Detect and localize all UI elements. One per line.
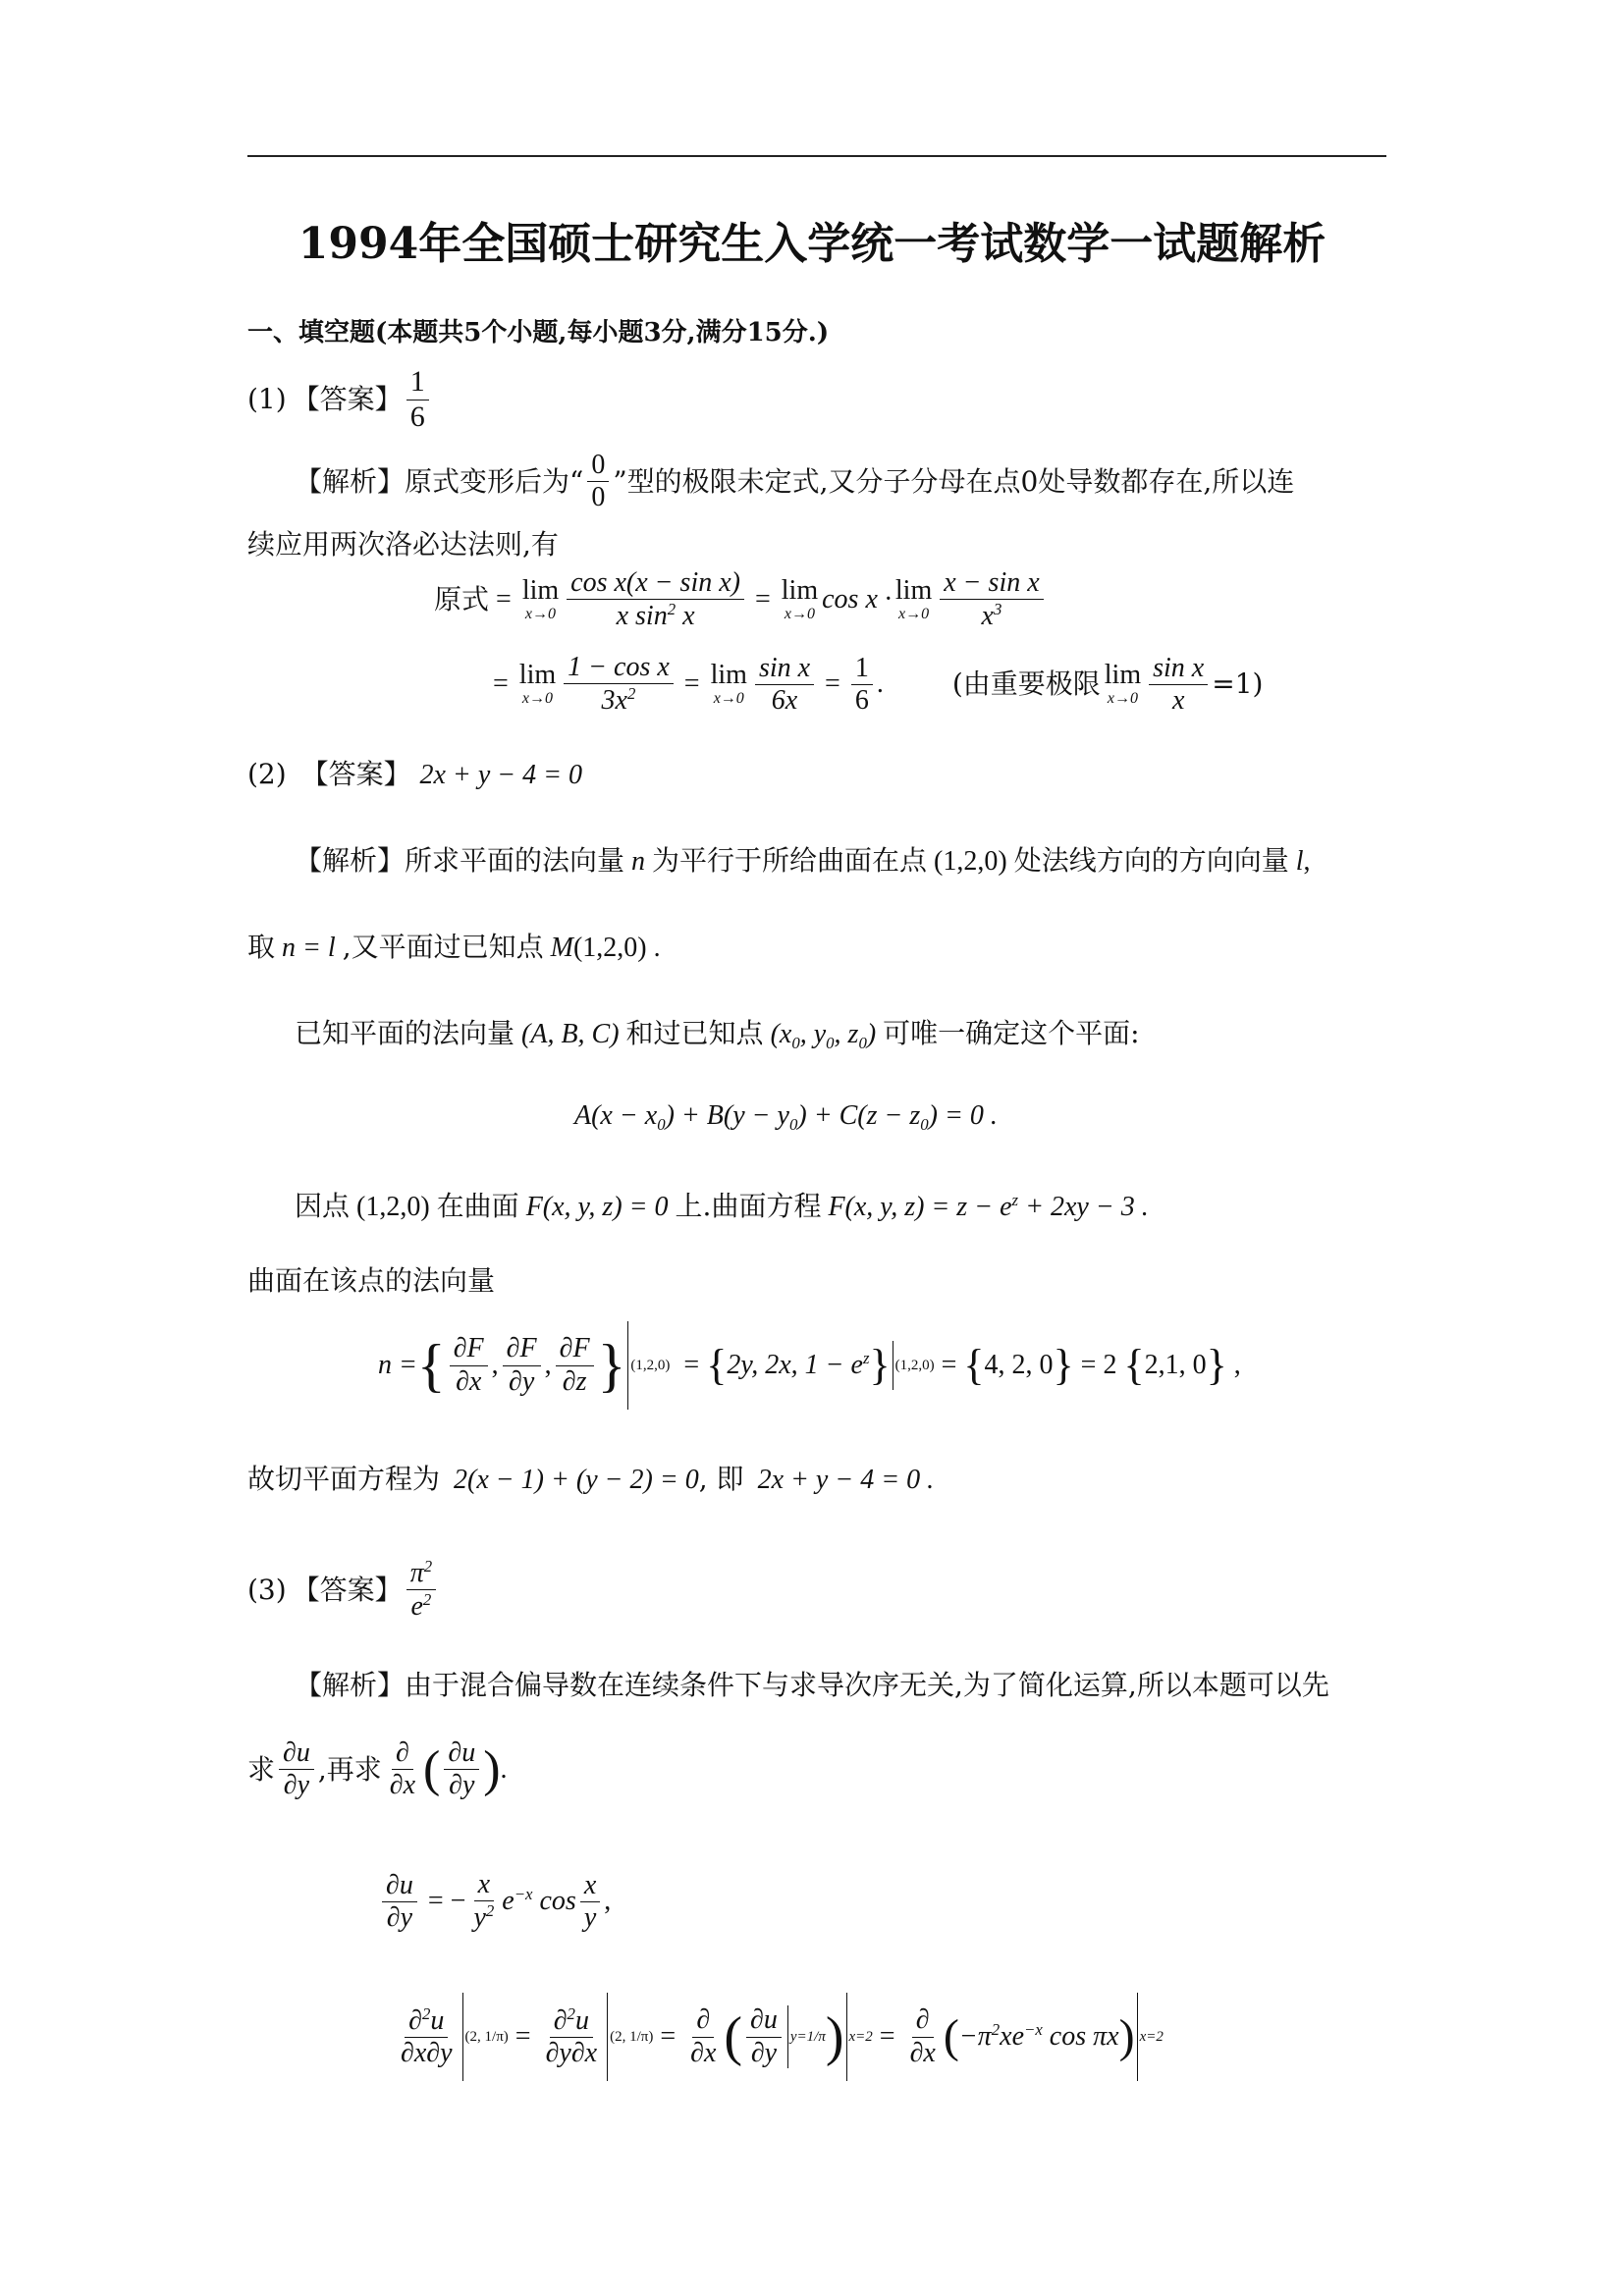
q2-l5a: 因点: [295, 1190, 351, 1222]
q1-text-b: ”型的极限未定式,又分子分母在点0处导数都存在,所以连: [613, 464, 1295, 498]
q2-analysis-line5: 因点 (1,2,0) 在曲面 F(x, y, z) = 0 上.曲面方程 F(x, y, $z) = z - e^z + 2xy - 3$ .: [295, 1190, 1149, 1222]
limit-operator: lim x→0: [710, 660, 747, 708]
fraction: $\frac{\partial u}{\partial y}$: [746, 2004, 782, 2068]
q3-equation-1: $\frac{\partial u}{\partial y}$ = − $\frac{x}{y^2}$ $e^{-x}$ cos $\frac{x}{y}$ ,: [378, 1869, 611, 1934]
fraction: $\frac{\partial^2u}{\partial x\partial y}$: [401, 2003, 453, 2069]
eq1-lhs: 原式: [434, 583, 490, 616]
q1-answer-line: [247, 365, 433, 434]
q2-l5c: 上.曲面方程: [675, 1190, 822, 1222]
fraction: $\frac{\partial u}{\partial y}$: [279, 1737, 314, 1801]
q2-answer: 2x + y − 4 = 0: [419, 760, 583, 790]
q2-l1c: 处法线方向的方向向量: [1013, 844, 1289, 877]
q1-answer-denominator: 6: [409, 400, 425, 433]
q2-l1b: 为平行于所给曲面在点: [652, 844, 928, 877]
fraction: $\frac{\partial u}{\partial y}$: [444, 1737, 479, 1801]
q1-analysis-line1: [295, 450, 1294, 513]
q2-l3a: 已知平面的法向量: [295, 1017, 515, 1049]
q2-l1a: 所求平面的法向量: [405, 844, 625, 877]
q2-l8b: , 即: [698, 1463, 744, 1495]
q2-analysis-line3: 已知平面的法向量 (A, B, C) 和过已知点 ($x_0$, $y_0$, $z_0$) 可唯一确定这个平面:: [295, 1017, 1140, 1052]
q1-text-a: 原式变形后为“: [405, 464, 584, 498]
q3-analysis-line1: [295, 1669, 1329, 1702]
q3-answer-tag: 【答案】: [292, 1573, 403, 1606]
fraction: $\frac{\partial F}{\partial y}$: [503, 1333, 541, 1397]
q1-number: (1): [247, 383, 287, 416]
page-title: 1994年全国硕士研究生入学统一考试数学一试题解析: [298, 219, 1326, 269]
q1-equation-2: = lim x→0 $\frac{\text{1 − cos x}}{3x^2}$ = lim x→0 $\frac{\text{sin x}}{6x}$ = $\frac{1}{6}$ . (由重要极限 lim x→0 $\frac{\text{sin x}}{x}$ =1): [493, 652, 1264, 717]
q3-l1: 由于混合偏导数在连续条件下与求导次序无关,为了简化运算,所以本题可以先: [405, 1669, 1329, 1701]
limit-operator: lim x→0: [781, 575, 819, 623]
q2-l6: 曲面在该点的法向量: [247, 1264, 496, 1297]
q1-text-c: 续应用两次洛必达法则,有: [247, 528, 559, 561]
normal-vector-equation: n = { $\frac{\partial F}{\partial x}$ , $\frac{\partial F}{\partial y}$ , $\frac{\partial F}{\partial z}$ } (1,2,0) = { 2y, 2x, $1 - e^z$ } (1,2,0) = { 4, 2, 0 } = 2 { 2,1, 0 } ,: [378, 1321, 1241, 1410]
zero-numerator: 0: [587, 450, 609, 482]
q2-l8a: 故切平面方程为: [247, 1463, 441, 1495]
q1-answer-tag: 【答案】: [292, 383, 403, 416]
q3-number: (3): [247, 1573, 287, 1606]
q2-l3c: 可唯一确定这个平面:: [883, 1017, 1140, 1049]
q3-analysis-line2: 求 $\frac{\partial u}{\partial y}$ ,再求 $\frac{\partial}{\partial x}$ ( $\frac{\partial u}{\partial y}$ ) .: [247, 1737, 508, 1801]
limit-operator: lim x→0: [518, 660, 557, 708]
q1-equation-1: 原式 = lim x→0 $\frac{\text{cos x(x − sin x)}}{x \sin^2 x}$ = lim x→0 cos x · lim x→0 $\frac{\text{x − sin x}}{x^3}$: [434, 567, 1048, 632]
q2-analysis-tag: 【解析】: [295, 844, 406, 877]
q2-number: (2): [247, 758, 287, 790]
limit-operator: lim x→0: [521, 575, 560, 623]
section-heading: 一、填空题(本题共5个小题,每小题3分,满分15分.): [247, 318, 830, 347]
zero-denominator: 0: [591, 482, 606, 513]
fraction: $\frac{\partial}{\partial x}$: [909, 2004, 936, 2068]
q2-analysis-line2: 取 n = l ,又平面过已知点 M(1,2,0) .: [247, 931, 661, 963]
fraction: $\frac{x}{y^2}$: [473, 1869, 495, 1934]
q2-analysis-line8: 故切平面方程为 2(x − 1) + (y − 2) = 0, 即 2x + y − 4 = 0 .: [247, 1463, 935, 1495]
q2-analysis-line1: 【解析】所求平面的法向量 n 为平行于所给曲面在点 (1,2,0) 处法线方向的方向向量 l,: [295, 844, 1311, 877]
plane-equation: $A(x - x_0) + B(y - y_0) + C(z - z_0) = 0$ .: [574, 1100, 998, 1134]
fraction: $\frac{\text{sin x}}{6x}$: [755, 653, 814, 717]
fraction: $\frac{\partial u}{\partial y}$: [382, 1870, 417, 1934]
fraction: $\frac{\text{1 − cos x}}{3x^2}$: [564, 652, 674, 717]
q1-answer-fraction: [406, 365, 429, 434]
fraction: $\frac{\partial^2u}{\partial y\partial x}$: [545, 2003, 598, 2069]
fraction: $\frac{\partial}{\partial x}$: [389, 1737, 416, 1801]
fraction: $\frac{\text{sin x}}{x}$: [1149, 653, 1208, 717]
q2-l5b: 在曲面: [436, 1190, 519, 1222]
q3-answer-fraction: $\frac{\pi^2}{e^2}$: [406, 1557, 436, 1624]
q1-answer-numerator: 1: [406, 365, 429, 400]
fraction: $\frac{\partial}{\partial x}$: [690, 2004, 717, 2068]
q3-analysis-tag: 【解析】: [295, 1669, 406, 1701]
q3-l2a: 求: [247, 1752, 276, 1786]
fraction: $\frac{\partial F}{\partial x}$: [450, 1333, 488, 1397]
q1-analysis-tag: 【解析】: [295, 464, 406, 498]
q3-equation-2: $\frac{\partial^2u}{\partial x\partial y}$ (2, 1/π) = $\frac{\partial^2u}{\partial y\partial x}$ (2, 1/π) = $\frac{\partial}{\partial x}$ ( $\frac{\partial u}{\partial y}$ y=1/π ) x=2 = $\frac{\partial}{\partial x}$ ( $-\pi^2xe^{-x}$ cos πx ) x=2: [393, 1993, 1164, 2081]
fraction: $\frac{\partial F}{\partial z}$: [556, 1333, 594, 1397]
q2-l3b: 和过已知点: [625, 1017, 764, 1049]
fraction: $\frac{x}{y}$: [580, 1870, 600, 1934]
limit-operator: lim x→0: [1104, 660, 1142, 708]
q3-l2b: ,再求: [317, 1752, 382, 1786]
q3-answer-line: [247, 1557, 440, 1624]
eq2-note: (由重要极限: [951, 667, 1101, 701]
fraction: $\frac{1}{6}$: [851, 653, 873, 717]
q2-l2a: 取: [247, 931, 276, 963]
fraction: $\frac{\text{cos x(x − sin x)}}{x \sin^2 x}$: [567, 567, 744, 632]
limit-operator: lim x→0: [894, 575, 933, 623]
eq2-note-end: =1): [1212, 667, 1264, 701]
header-rule: [247, 155, 1386, 157]
zero-over-zero: [587, 450, 609, 513]
q2-answer-tag: 【答案】: [300, 758, 411, 790]
q2-answer-line: [247, 758, 582, 792]
fraction: $\frac{\text{x − sin x}}{x^3}$: [940, 567, 1043, 632]
q2-l2b: ,又平面过已知点: [342, 931, 544, 963]
